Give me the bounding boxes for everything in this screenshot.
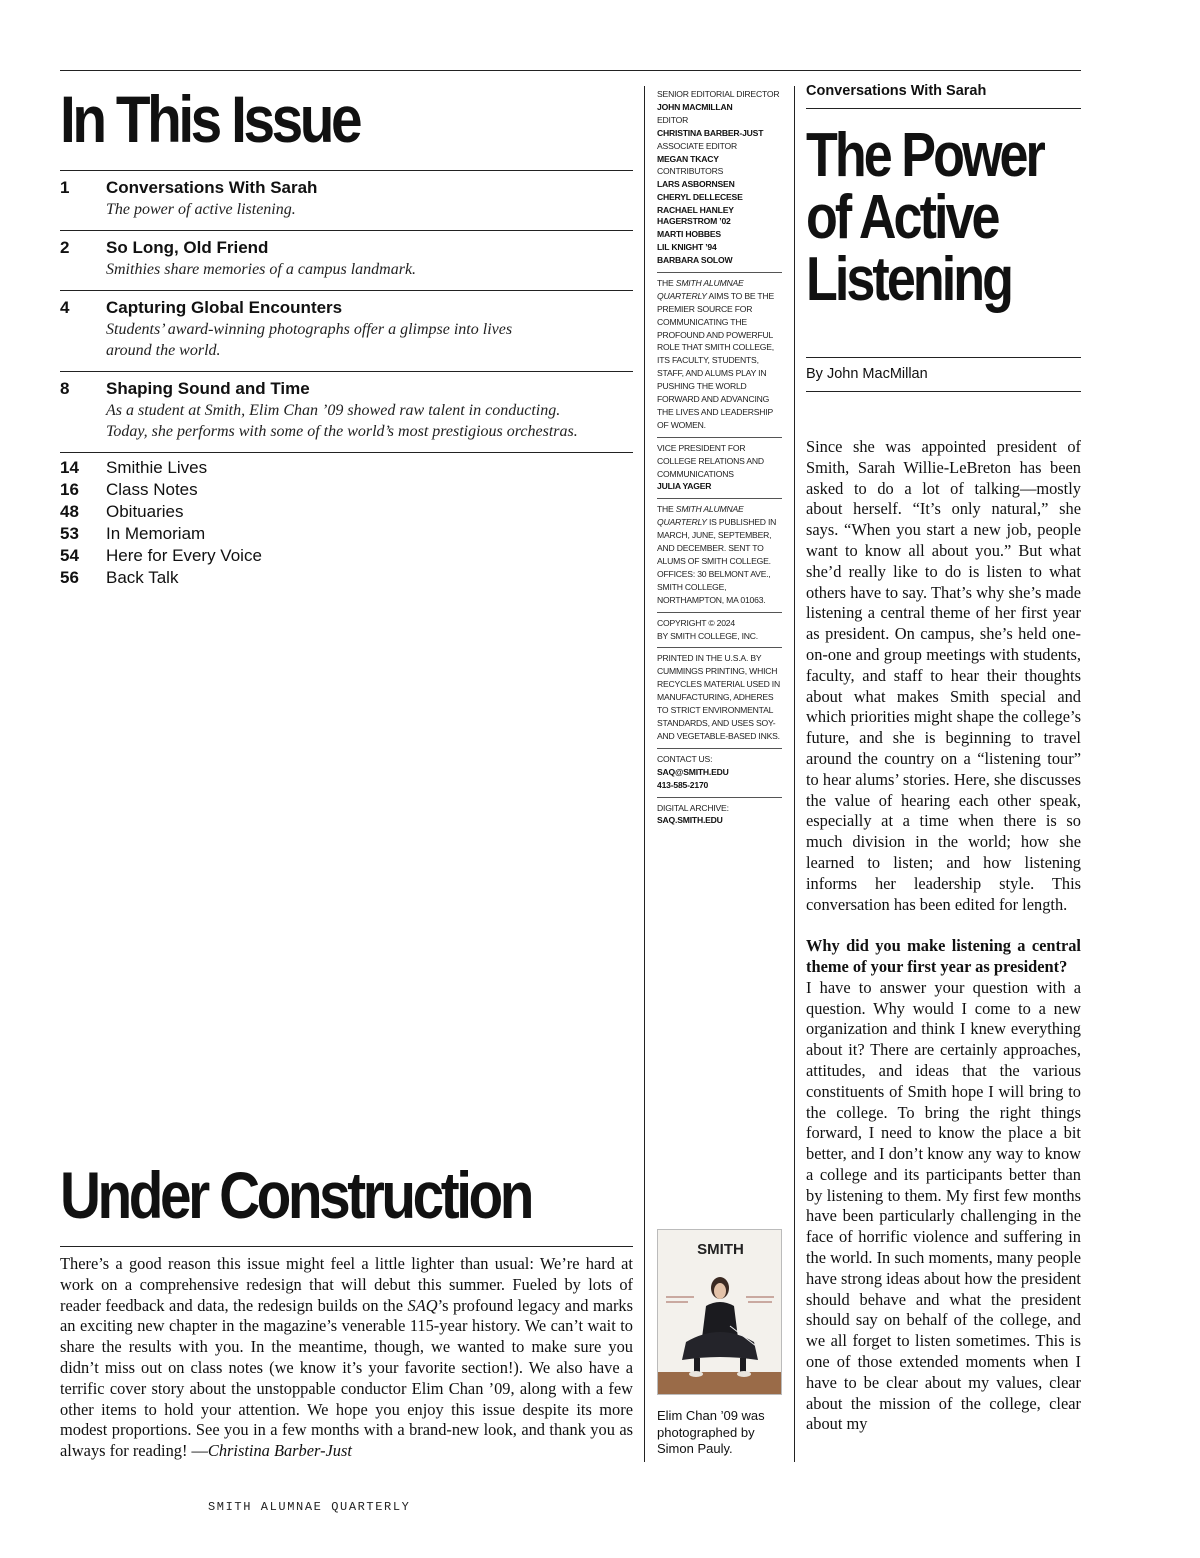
staff-role: ASSOCIATE EDITOR <box>657 140 738 151</box>
masthead-printing: PRINTED IN THE U.S.A. BY CUMMINGS PRINTING, WHICH RECYCLES MATERIAL USED IN MANUFACTURING, ADHERES TO STRICT ENVIRONMENTAL STANDARDS, AND USES SOY- AND VEGETABLE-BASED INKS. <box>657 648 782 748</box>
contributor-name: BARBARA SOLOW <box>657 254 733 265</box>
toc-section-title: Class Notes <box>106 480 198 499</box>
masthead-staff <box>657 84 782 273</box>
interview-answer: I have to answer your question with a question. Why would I come to a new organization and think I knew everything about it? There are certainly approaches, attitudes, and ideas that the various constituents of Smith hope I will bring to the college. To bring the right things forward, I need to know the place a bit better, and I don’t know any way to know a college and its participants better than by listening to them. My first few months have been particularly challenging in the face of horrific violence and suffering in the world. In such moments, many people have strong ideas about how the president should behave and what the president should say on behalf of the college, and we all forget to listen sometimes. This is one of those extended moments when I have to be clear about my values, clear about the mission of the college, clear about my <box>806 977 1081 1434</box>
staff-role: EDITOR <box>657 114 689 125</box>
masthead-publishing-info <box>657 499 782 612</box>
contributor-name: LARS ASBORNSEN <box>657 179 735 190</box>
toc-secondary-item[interactable] <box>60 457 633 479</box>
archive-label: DIGITAL ARCHIVE: <box>657 802 729 813</box>
toc-page-number: 14 <box>60 458 79 477</box>
feature-article <box>806 82 1081 1434</box>
article-intro: Since she was appointed president of Smith, Sarah Willie-LeBreton has been asked to do a lot of talking—mostly about herself. “It’s only natural,” she says. “When you start a new job, people want to know all about you.” But what she’d really like to do is listen to what others have to say. That’s why she’s made listening a central theme of her first year as president. On campus, she’s held one-on-one and group meetings with students, faculty, and staff to hear their thoughts about what makes Smith special and which priorities might shape the college’s future, and she is beginning to travel around the country on a “listening tour” to hear alums’ stories. Here, she discusses the value of hearing each other speak, especially at a time when there is so much division in the world; how she learned to listen; and how listening informs her leadership style. This conversation has been edited for length. <box>806 437 1081 914</box>
cover-illustration <box>658 1230 782 1395</box>
contributor-name: CHERYL DELLECESE <box>657 192 743 203</box>
toc-section-title: In Memoriam <box>106 524 206 543</box>
toc-description: The power of active listening. <box>106 201 296 218</box>
editors-note-divider <box>60 1246 633 1247</box>
toc-page-number: 1 <box>60 178 70 197</box>
toc-description: As a student at Smith, Elim Chan ’09 showed raw talent in conducting. Today, she performs with some of the world’s most prestigious orchestras. <box>106 402 578 440</box>
staff-name: MEGAN TKACY <box>657 153 719 164</box>
publishing-text: IS PUBLISHED IN MARCH, JUNE, SEPTEMBER, AND DECEMBER. SENT TO ALUMS OF SMITH COLLEGE. OFFICES: 30 BELMONT AVE., SMITH COLLEGE, NORTHAMPTON, MA 01063. <box>657 517 777 605</box>
toc-page-number: 8 <box>60 379 70 398</box>
masthead <box>657 84 782 832</box>
editors-note-body <box>60 1254 633 1462</box>
staff-name: JOHN MACMILLAN <box>657 101 733 112</box>
toc-secondary-item[interactable] <box>60 501 633 523</box>
toc-secondary-item[interactable] <box>60 523 633 545</box>
toc-page-number: 53 <box>60 524 79 543</box>
editors-note-text: ’s profound legacy and marks an exciting new chapter in the magazine’s venerable 115-year history. We can’t wait to share the results with you. In the meantime, though, we wanted to make sure you didn’t miss out on class notes (we know it’s your favorite section!). We also have a terrific cover story about the unstoppable conductor Elim Chan ’09, along with a few other items to hold your attention. We hope you enjoy this issue despite its more modest proportions. See you in a few months with a brand-new look, and thank you as always for reading! — <box>60 1295 633 1461</box>
toc-section-title: Obituaries <box>106 502 184 521</box>
top-rule <box>60 70 1081 71</box>
article-title <box>806 121 1092 319</box>
cover-caption: Elim Chan ’09 was photographed by Simon Pauly. <box>657 1408 765 1456</box>
toc-section-title: Here for Every Voice <box>106 546 262 565</box>
article-title-line: of Active <box>806 183 998 252</box>
publishing-text: THE <box>657 504 676 515</box>
column-divider <box>644 86 645 1462</box>
mission-text: THE <box>657 277 676 288</box>
contributors-label: CONTRIBUTORS <box>657 166 724 177</box>
contributor-name: RACHAEL HANLEY HAGERSTROM ’02 <box>657 205 734 226</box>
copyright-line: BY SMITH COLLEGE, INC. <box>657 630 758 641</box>
toc-item[interactable] <box>60 231 633 291</box>
toc-page-number: 48 <box>60 502 79 521</box>
toc-item[interactable] <box>60 171 633 231</box>
toc-secondary-list <box>60 457 633 589</box>
toc-page-number: 16 <box>60 480 79 499</box>
article-title-line: Listening <box>806 245 1012 314</box>
toc-page-number: 54 <box>60 546 79 565</box>
toc-secondary-item[interactable] <box>60 567 633 589</box>
editors-note <box>60 1158 633 1462</box>
article-byline: By John MacMillan <box>806 357 1081 392</box>
footer-publication-name: SMITH ALUMNAE QUARTERLY <box>208 1500 411 1514</box>
publication-abbreviation: SAQ <box>407 1295 438 1315</box>
contact-email-link[interactable]: SAQ@SMITH.EDU <box>657 766 729 777</box>
masthead-contact <box>657 749 782 798</box>
table-of-contents <box>60 78 633 589</box>
masthead-mission <box>657 273 782 438</box>
toc-title: Shaping Sound and Time <box>106 379 310 398</box>
archive-link[interactable]: SAQ.SMITH.EDU <box>657 815 723 826</box>
toc-title: So Long, Old Friend <box>106 238 269 257</box>
toc-heading: In This Issue <box>60 82 360 156</box>
cover-image <box>657 1229 782 1395</box>
interview-question: Why did you make listening a central theme of your first year as president? <box>806 936 1081 976</box>
editors-note-text: There’s a good reason this issue might feel a little lighter than usual: We’re hard at work on a comprehensive redesign that will debut this summer. Fueled by lots of reader feedback and data, the redesign builds on the <box>60 1254 633 1315</box>
vp-role: VICE PRESIDENT FOR COLLEGE RELATIONS AND COMMUNICATIONS <box>657 442 764 479</box>
editor-signature: Christina Barber-Just <box>207 1441 352 1461</box>
staff-role: SENIOR EDITORIAL DIRECTOR <box>657 89 780 99</box>
contributor-name: MARTI HOBBES <box>657 229 721 240</box>
toc-section-title: Back Talk <box>106 568 179 587</box>
toc-description: Smithies share memories of a campus landmark. <box>106 261 417 278</box>
column-divider <box>794 86 795 1462</box>
cover-masthead: SMITH <box>697 1241 744 1258</box>
toc-list <box>60 171 633 453</box>
mission-text: AIMS TO BE THE PREMIER SOURCE FOR COMMUNICATING THE PROFOUND AND POWERFUL ROLE THAT SMITH COLLEGE, ITS FACULTY, STUDENTS, STAFF, AND ALUMS PLAY IN PUSHING THE WORLD FORWARD AND ADVANCING THE LIVES AND LEADERSHIP OF WOMEN. <box>657 290 775 430</box>
contact-label: CONTACT US: <box>657 753 713 764</box>
toc-secondary-item[interactable] <box>60 545 633 567</box>
contact-phone: 413-585-2170 <box>657 779 709 790</box>
vp-name: JULIA YAGER <box>657 481 712 492</box>
masthead-vp <box>657 438 782 500</box>
toc-item[interactable] <box>60 372 633 453</box>
toc-item[interactable] <box>60 291 633 372</box>
staff-name: CHRISTINA BARBER-JUST <box>657 127 764 138</box>
article-title-line: The Power <box>806 121 1043 190</box>
toc-secondary-item[interactable] <box>60 479 633 501</box>
toc-section-title: Smithie Lives <box>106 458 208 477</box>
masthead-copyright <box>657 613 782 649</box>
copyright-line: COPYRIGHT © 2024 <box>657 617 735 628</box>
editors-note-heading: Under Construction <box>60 1158 531 1232</box>
article-kicker: Conversations With Sarah <box>806 82 1081 109</box>
publication-name: SMITH ALUMNAE QUARTERLY <box>657 277 744 301</box>
toc-page-number: 4 <box>60 298 70 317</box>
article-body <box>806 437 1081 1435</box>
toc-title: Capturing Global Encounters <box>106 298 343 317</box>
contributor-name: LIL KNIGHT ’94 <box>657 242 717 253</box>
toc-page-number: 56 <box>60 568 79 587</box>
publication-name: SMITH ALUMNAE QUARTERLY <box>657 504 744 528</box>
toc-page-number: 2 <box>60 238 70 257</box>
toc-description: Students’ award-winning photographs offer a glimpse into lives around the world. <box>106 321 513 359</box>
toc-title: Conversations With Sarah <box>106 178 318 197</box>
masthead-archive <box>657 798 782 833</box>
